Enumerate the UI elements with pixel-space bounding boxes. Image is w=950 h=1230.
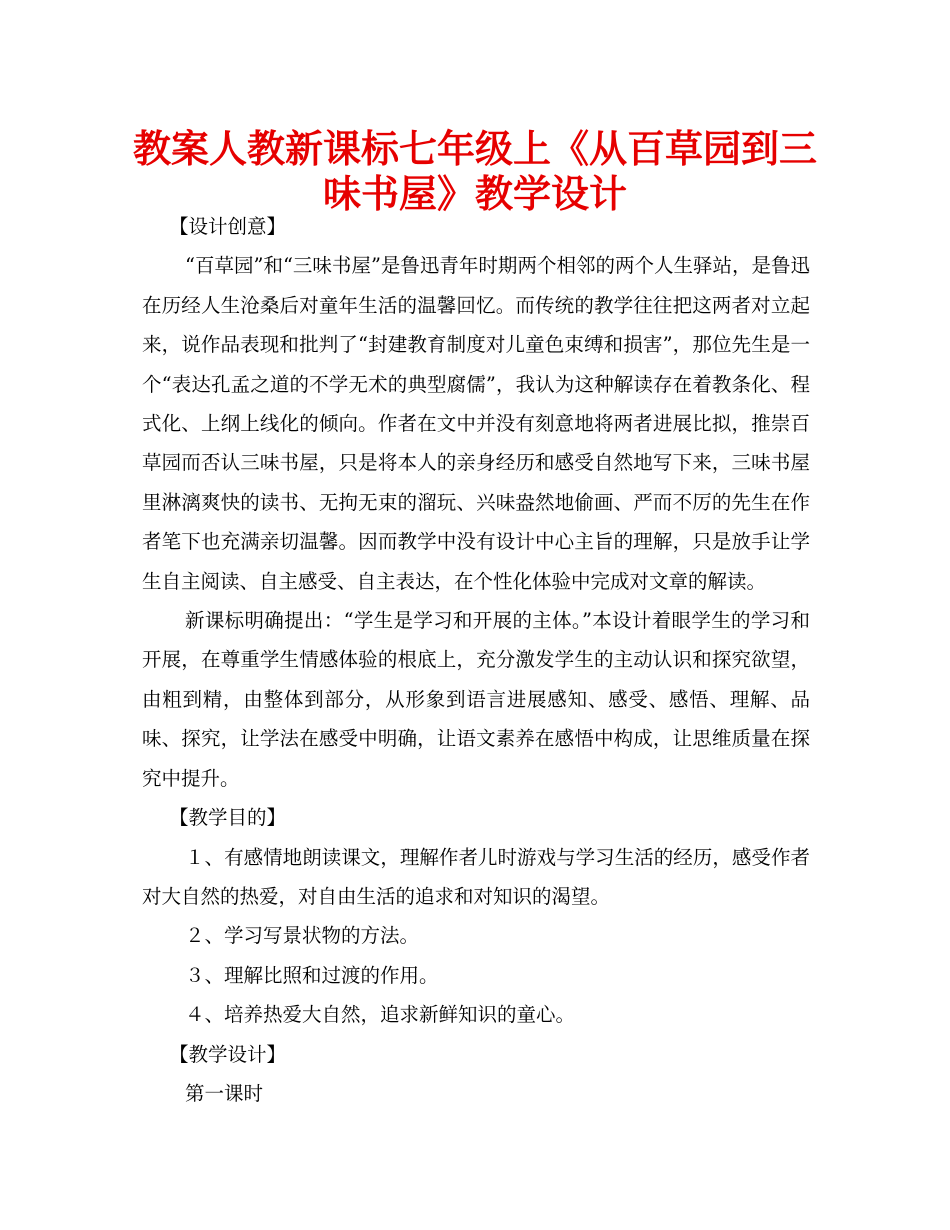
section-heading-design-idea: 【设计创意】 (169, 215, 287, 238)
document-title-line-2: 味书屋》教学设计 (322, 172, 627, 216)
lesson-label: 第一课时 (185, 1081, 264, 1105)
goal-item-2: ２、学习写景状物的方法。 (185, 924, 420, 948)
goal-item-4: ４、培养热爱大自然，追求新鲜知识的童心。 (185, 1003, 576, 1027)
goal-item-3: ３、理解比照和过渡的作用。 (185, 963, 439, 987)
document-title-line-1: 教案人教新课标七年级上《从百草园到三 (132, 127, 817, 171)
document-body (142, 207, 810, 1113)
section-heading-teaching-goals: 【教学目的】 (169, 806, 287, 830)
paragraph-design-idea: “百草园”和“三味书屋”是鲁迅青年时期两个相邻的两个人生驿站，是鲁迅在历经人生沧桑后对童年生活的温馨回忆。而传统的教学往往把这两者对立起来，说作品表现和批判了“封建教育制度对儿童色束缚和损害”，那位先生是一个“表达孔孟之道的不学无术的典型腐儒”，我认为这种解读存在着教条化、程式化、上纲上线化的倾向。作者在文中并没有刻意地将两者进展比拟，推崇百草园而否认三味书屋，只是将本人的亲身经历和感受自然地写下来，三味书屋里淋漓爽快的读书、无拘无束的溜玩、兴味盎然地偷画、严而不厉的先生在作者笔下也充满亲切温馨。因而教学中没有设计中心主旨的理解，只是放手让学生自主阅读、自主感受、自主表达，在个性化体验中完成对文章的解读。 (142, 254, 810, 593)
section-heading-teaching-design: 【教学设计】 (169, 1042, 287, 1066)
goal-item-1: １、有感情地朗读课文，理解作者儿时游戏与学习生活的经历，感受作者对大自然的热爱，对自由生活的追求和对知识的渴望。 (142, 845, 810, 908)
paragraph-curriculum: 新课标明确提出：“学生是学习和开展的主体。”本设计着眼学生的学习和开展，在尊重学生情感体验的根底上，充分激发学生的主动认识和探究欲望，由粗到精，由整体到部分，从形象到语言进展感知、感受、感悟、理解、品味、探究，让学法在感受中明确，让语文素养在感悟中构成，让思维质量在探究中提升。 (142, 609, 810, 790)
